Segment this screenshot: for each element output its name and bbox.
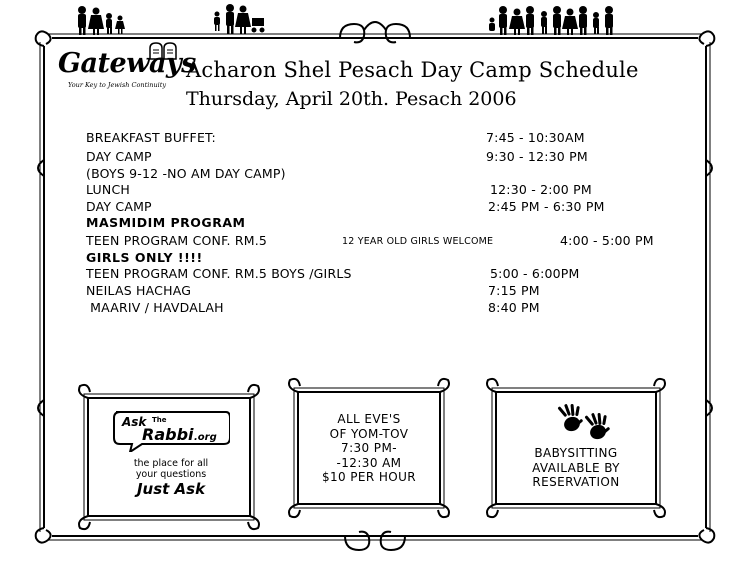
babysit-line: RESERVATION: [532, 475, 620, 489]
schedule-heading: GIRLS ONLY !!!!: [86, 250, 203, 265]
babysit-line: AVAILABLE BY: [532, 460, 620, 475]
schedule-label: LUNCH: [86, 182, 130, 197]
family-silhouette-icon: [78, 4, 613, 35]
schedule-time: 12:30 - 2:00 PM: [490, 182, 592, 197]
schedule-label: BREAKFAST BUFFET:: [86, 130, 216, 145]
badge-rabbi: Rabbi: [142, 425, 194, 444]
ask-sub-line: the place for all: [133, 458, 209, 469]
schedule-label: DAY CAMP: [86, 149, 152, 164]
badge-org: .org: [194, 432, 217, 443]
eves-line: -12:30 AM: [336, 455, 402, 470]
schedule-time: 5:00 - 6:00PM: [490, 266, 580, 281]
page-subtitle: Thursday, April 20th. Pesach 2006: [186, 88, 517, 110]
schedule-note: 12 YEAR OLD GIRLS WELCOME: [342, 236, 494, 247]
schedule-label: (BOYS 9-12 -NO AM DAY CAMP): [86, 166, 286, 181]
eves-line: OF YOM-TOV: [329, 426, 409, 441]
eves-box-text: [300, 412, 438, 485]
babysitting-box-text: [498, 446, 654, 490]
schedule-label: TEEN PROGRAM CONF. RM.5 BOYS /GIRLS: [86, 266, 352, 281]
handprints-icon: [557, 404, 610, 442]
gateways-logo: [58, 46, 196, 94]
page-title: Acharon Shel Pesach Day Camp Schedule: [186, 58, 639, 82]
schedule-time: 8:40 PM: [488, 300, 540, 315]
logo-tagline: Your Key to Jewish Continuity: [68, 81, 167, 89]
badge-ask: Ask: [122, 415, 147, 429]
eves-line: $10 PER HOUR: [321, 470, 417, 484]
babysit-line: BABYSITTING: [534, 446, 618, 460]
schedule-label: NEILAS HACHAG: [86, 283, 192, 298]
schedule-time: 2:45 PM - 6:30 PM: [488, 199, 605, 214]
schedule-label: DAY CAMP: [86, 199, 152, 214]
eves-line: ALL EVE'S: [337, 412, 401, 426]
schedule-time: 4:00 - 5:00 PM: [560, 233, 654, 248]
eves-line: 7:30 PM-: [341, 441, 397, 455]
schedule-label: MAARIV / HAVDALAH: [86, 300, 224, 315]
schedule-time: 7:45 - 10:30AM: [486, 130, 585, 145]
schedule-label: TEEN PROGRAM CONF. RM.5: [86, 233, 268, 248]
ask-the-rabbi-logo: [112, 408, 230, 452]
schedule-heading: MASMIDIM PROGRAM: [86, 215, 246, 230]
schedule-time: 9:30 - 12:30 PM: [486, 149, 588, 164]
logo-wordmark: Gateways: [58, 48, 196, 79]
badge-the: The: [152, 416, 167, 424]
schedule-time: 7:15 PM: [488, 283, 540, 298]
ask-sub-line: your questions: [135, 469, 207, 480]
just-ask-text: Just Ask: [136, 480, 206, 498]
ask-subtitle: [110, 458, 232, 480]
